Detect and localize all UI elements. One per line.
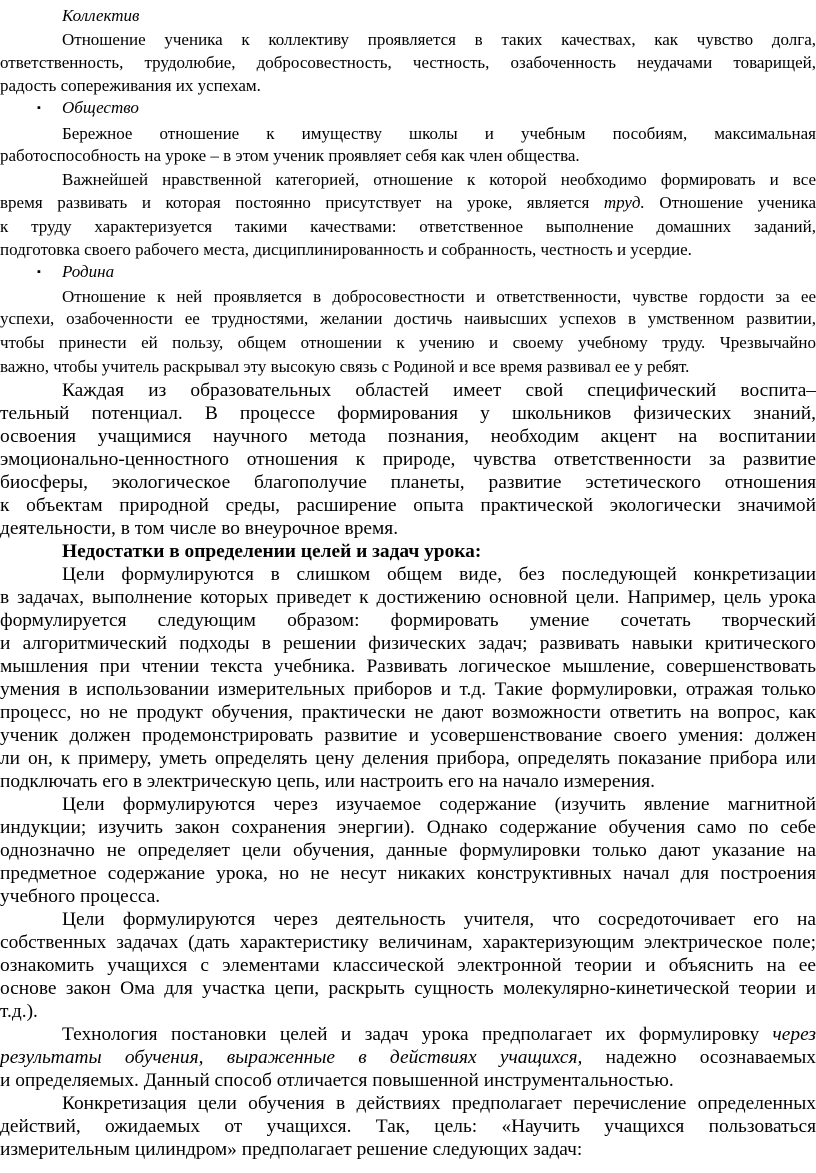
text-line: измерительным цилиндром» предполагает решение следующих задач: (0, 1139, 583, 1160)
text-line: Конкретизация цели обучения в действиях предполагает перечисление определенных (62, 1093, 816, 1114)
text-line: ответственность, трудолюбие, добросовестность, честность, озабоченность неудачами товарищей, (0, 53, 816, 72)
text-line: однозначно не определяет цели обучения, данные формулировки только дают указание на (0, 840, 816, 861)
text-line: ли он, к примеру, уметь определять цену деления прибора, определять показание прибора или (0, 748, 816, 769)
text-line: к труду характеризуется такими качествами: ответственное выполнение домашних заданий, (0, 217, 816, 236)
text-line: биосферы, экологическое благополучие планеты, развитие эстетического отношения (0, 472, 816, 493)
text-line: эмоционально-ценностного отношения к природе, чувства ответственности за развитие (0, 449, 816, 470)
text-line: Цели формулируются через деятельность учителя, что сосредоточивает его на (62, 909, 816, 930)
emphasis-cherez: через (772, 1024, 816, 1045)
text-line: собственных задачах (дать характеристику величинам, характеризующим электрическое поле; (0, 932, 816, 953)
bullet-icon: ▪ (37, 102, 41, 114)
heading-rodina: Родина (62, 262, 115, 281)
text-line: Каждая из образовательных областей имеет свой специфический воспита– (62, 380, 816, 401)
text-line: основе закон Ома для участка цепи, раскрыть сущность молекулярно-кинетической теории и (0, 978, 816, 999)
text-line: и алгоритмический подходы в решении физических задач; развивать навыки критического (0, 633, 816, 654)
heading-kollektiv: Коллектив (62, 6, 140, 25)
text-line: подключать его в электрическую цепь, или настроить его на начало измерения. (0, 771, 655, 792)
text-line: действий, ожидаемых от учащихся. Так, цель: «Научить учащихся пользоваться (0, 1116, 816, 1137)
bullet-icon: ▪ (37, 266, 41, 278)
text-line: предметное содержание урока, но не несут никаких конструктивных начал для построения (0, 863, 816, 884)
text-line: работоспособность на уроке – в этом ученик проявляет себя как член общества. (0, 146, 580, 165)
text-line: Отношение ученика к коллективу проявляется в таких качествах, как чувство долга, (62, 30, 816, 49)
text-line: результаты обучения, выраженные в действиях учащихся, надежно осознаваемых (0, 1047, 816, 1068)
text-line: чтобы принести ей пользу, общем отношении к учению и своему учебному труду. Чрезвычайно (0, 333, 816, 352)
text-line: Цели формулируются через изучаемое содержание (изучить явление магнитной (62, 794, 816, 815)
text-line: тельный потенциал. В процессе формирования у школьников физических знаний, (0, 403, 816, 424)
text-line: ученик должен продемонстрировать развитие и усовершенствование своего умения: должен (0, 725, 816, 746)
text-line: и определяемых. Данный способ отличается повышенной инструментальностью. (0, 1070, 674, 1091)
text-line: процесс, но не продукт обучения, практически не дают возможности ответить на вопрос, как (0, 702, 816, 723)
text-line: умения в использовании измерительных приборов и т.д. Такие формулировки, отражая только (0, 679, 816, 700)
text-line: т.д.). (0, 1001, 38, 1022)
text-line: деятельности, в том числе во внеурочное время. (0, 518, 399, 539)
text-line: радость сопереживания их успехам. (0, 76, 261, 95)
list-item-obshchestvo (0, 98, 816, 118)
emphasis-rezultaty: результаты обучения, выраженные в действиях учащихся, (0, 1047, 583, 1068)
text-line: Цели формулируются в слишком общем виде, без последующей конкретизации (62, 564, 816, 585)
text-line: в задачах, выполнение которых приведет к достижению основной цели. Например, цель урока (0, 587, 816, 608)
text-line: формулируется следующим образом: формировать умение сочетать творческий (0, 610, 816, 631)
text-line: время развивать и которая постоянно присутствует на уроке, является труд. Отношение ученика (0, 193, 816, 212)
text-line: Отношение к ней проявляется в добросовестности и ответственности, чувстве гордости за ее (62, 287, 816, 306)
text-line: успехи, озабоченности ее трудностями, желании достичь наивысших успехов в умственном развитии, (0, 309, 816, 328)
text-line: ознакомить учащихся с элементами классической электронной теории и объяснить на ее (0, 955, 816, 976)
text-line: к объектам природной среды, расширение опыта практической экологически значимой (0, 495, 816, 516)
heading-obshchestvo: Общество (62, 98, 139, 117)
text-line: учебного процесса. (0, 886, 161, 907)
text-line: Важнейшей нравственной категорией, отношение к которой необходимо формировать и все (62, 170, 816, 189)
text-line: важно, чтобы учитель раскрывал эту высокую связь с Родиной и все время развивал ее у ребят. (0, 357, 690, 376)
heading-nedostatki: Недостатки в определении целей и задач урока: (62, 541, 482, 562)
text-line: Бережное отношение к имуществу школы и учебным пособиям, максимальная (62, 124, 816, 143)
text-line: подготовка своего рабочего места, дисциплинированность и собранность, честность и усердие. (0, 240, 692, 259)
list-item-rodina (0, 262, 816, 282)
text-line: Технология постановки целей и задач урока предполагает их формулировку через (62, 1024, 816, 1045)
text-line: индукции; изучить закон сохранения энергии). Однако содержание обучения само по себе (0, 817, 816, 838)
emphasis-trud: труд. (603, 193, 645, 212)
text-line: мышления при чтении текста учебника. Развивать логическое мышление, совершенствовать (0, 656, 816, 677)
text-line: освоения учащимися научного метода познания, необходим акцент на воспитании (0, 426, 816, 447)
